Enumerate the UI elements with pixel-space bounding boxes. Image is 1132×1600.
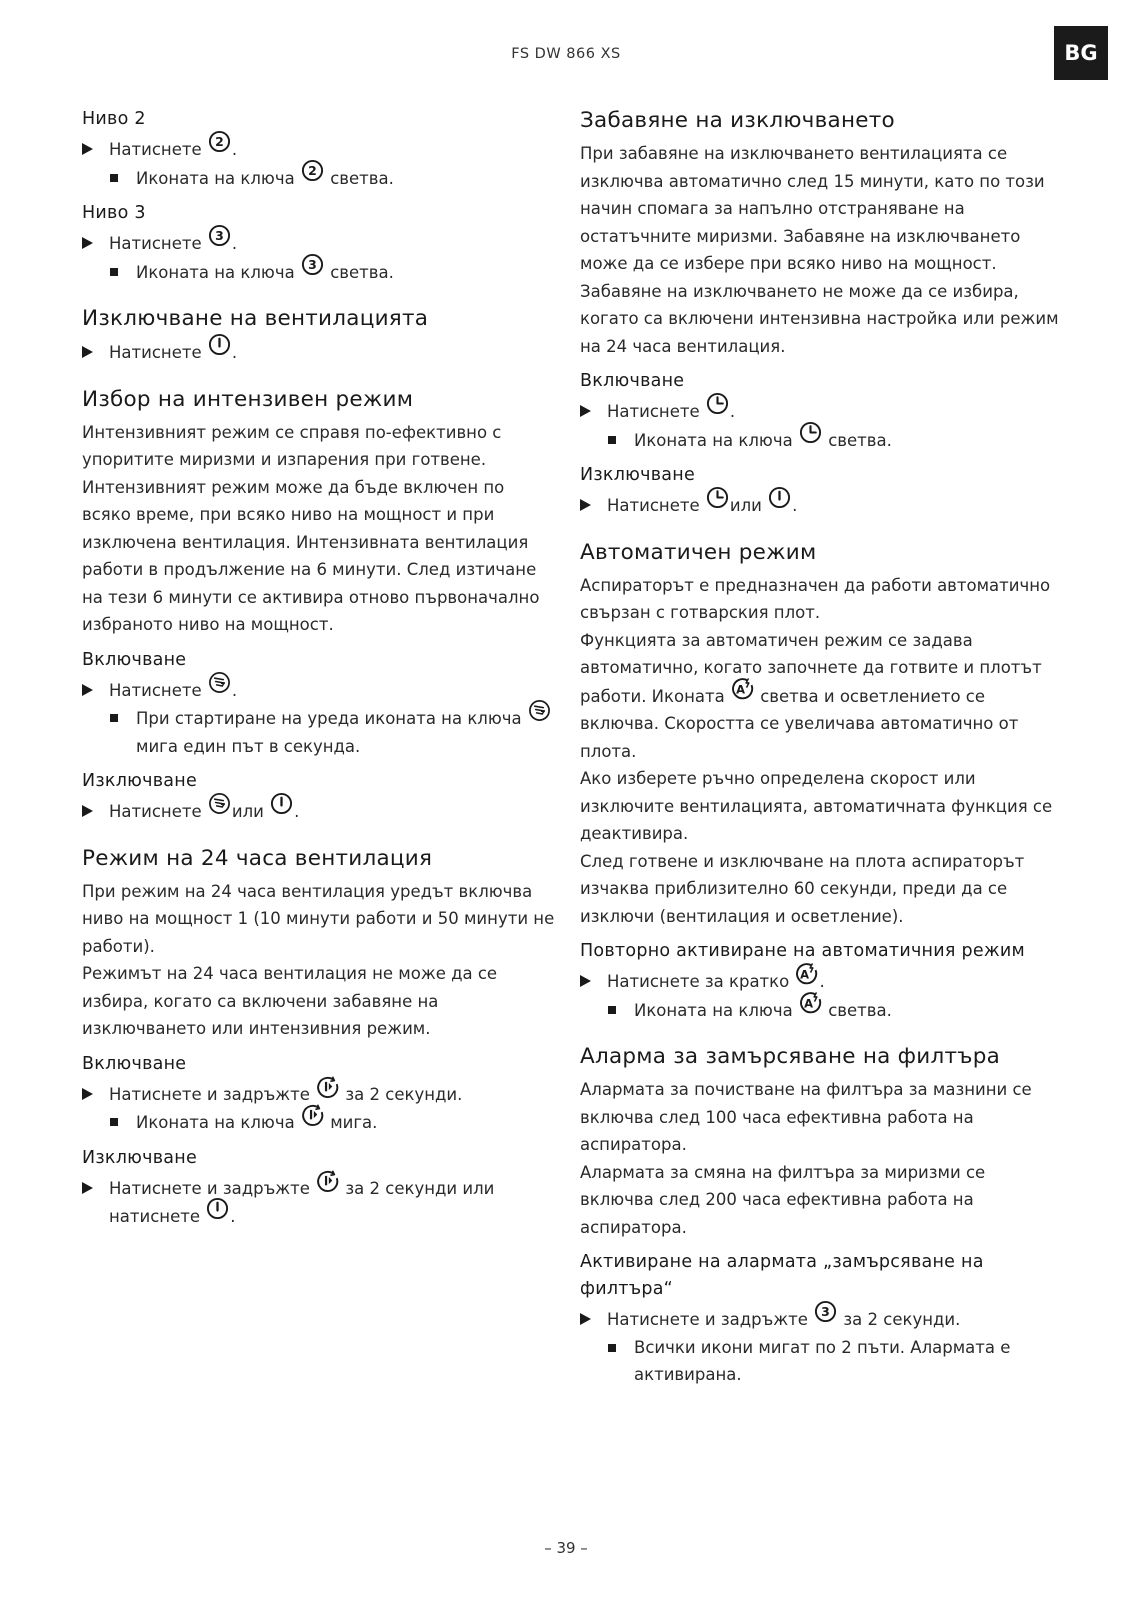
auto-reactivate-heading: Повторно активиране на автоматичния режим — [580, 941, 1025, 961]
step-24h-press-hold: Натиснете и задръжте за 2 секунди. — [82, 1080, 558, 1109]
24h-mode-body-2: Режимът на 24 часа вентилация не може да се избира, когато са включени забавяне на изключването или интензивния режим. — [82, 964, 498, 1038]
delay-off-heading: Изключване — [580, 465, 695, 485]
filter-alarm-heading: Аларма за замърсяване на филтъра — [580, 1044, 1001, 1069]
power-off-icon — [208, 333, 231, 356]
vent-off-heading: Изключване на вентилацията — [82, 306, 429, 331]
auto-mode-heading: Автоматичен режим — [580, 539, 817, 565]
delay-body: При забавяне на изключването вентилацията се изключва автоматично след 15 минути, като по този начин спомага за напълно отстраняване на остатъчните миризми. Забавяне на изключването може да се избере при всяко ниво на мощност. Забавяне на изключването не може да се избира, когато са включени интензивна настройка или режим на 24 часа вентилация. — [580, 144, 1059, 356]
delay-heading: Забавяне на изключването — [580, 108, 895, 133]
language-badge: BG — [1054, 26, 1108, 80]
filter-alarm-body-1: Алармата за почистване на филтъра за мазнини се включва след 100 часа ефективна работа на аспиратора. — [580, 1080, 1032, 1154]
auto-mode-icon — [799, 991, 822, 1014]
auto-mode-body-1: Аспираторът е предназначен да работи автоматично свързан с готварския плот. — [580, 575, 1051, 622]
level-3-icon — [208, 224, 231, 247]
intensive-mode-icon — [208, 792, 231, 815]
delay-on-heading: Включване — [580, 371, 685, 391]
step-press-auto: Натиснете за кратко . — [580, 967, 1060, 996]
power-off-icon — [206, 1197, 229, 1220]
result-24h-blinks: Иконата на ключа мига. — [82, 1108, 558, 1137]
level-3-heading: Ниво 3 — [82, 203, 146, 223]
level-3-icon — [301, 253, 324, 276]
auto-mode-body-2: Функцията за автоматичен режим се задава автоматично, когато започнете да готвите и плотът работи. Иконата светва и осветлението се включва. Скоростта се увеличава автоматично от плота. — [580, 630, 1042, 761]
filter-activate-heading: Активиране на алармата „замърсяване на филтъра“ — [580, 1252, 984, 1299]
delay-timer-icon — [706, 392, 729, 415]
step-press-level-2: Натиснете . — [82, 135, 558, 164]
step-timer-off: Натиснете или . — [580, 491, 1060, 520]
24h-ventilation-icon — [316, 1075, 339, 1098]
auto-mode-icon — [795, 962, 818, 985]
step-press-power-off: Натиснете . — [82, 338, 558, 367]
filter-alarm-body-2: Алармата за смяна на филтъра за миризми се включва след 200 часа ефективна работа на аспиратора. — [580, 1162, 986, 1237]
delay-timer-icon — [706, 486, 729, 509]
step-filter-press-hold: Натиснете и задръжте за 2 секунди. — [580, 1305, 1060, 1334]
delay-timer-icon — [799, 421, 822, 444]
auto-mode-body-3: Ако изберете ръчно определена скорост или изключите вентилацията, автоматичната функция се деактивира. — [580, 769, 1053, 843]
intensive-mode-body: Интензивният режим се справя по-ефективно с упоритите миризми и изпарения при готвене. Интензивният режим може да бъде включен по всяко време, при всяко ниво на мощност и при изключена вентилация. Интензивната вентилация работи в продължение на 6 минути. След изтичане на тези 6 минути се активира отново първоначално избраното ниво на мощност. — [82, 422, 540, 634]
step-press-level-3: Натиснете . — [82, 229, 558, 258]
intensive-off-heading: Изключване — [82, 771, 197, 791]
right-column — [580, 106, 1060, 1389]
intensive-on-heading: Включване — [82, 649, 187, 670]
24h-mode-heading: Режим на 24 часа вентилация — [82, 845, 433, 871]
step-intensive-off: Натиснете или . — [82, 797, 558, 826]
step-24h-off: Натиснете и задръжте за 2 секунди или натиснете . — [82, 1174, 558, 1231]
intensive-mode-heading: Избор на интензивен режим — [82, 386, 414, 412]
power-off-icon — [768, 486, 791, 509]
level-2-icon — [301, 159, 324, 182]
auto-mode-icon — [731, 677, 754, 700]
page-number: – 39 – — [544, 1539, 588, 1557]
result-level-3-lights: Иконата на ключа светва. — [82, 258, 558, 287]
level-2-icon — [208, 130, 231, 153]
step-press-timer: Натиснете . — [580, 397, 1060, 426]
24h-mode-body-1: При режим на 24 часа вентилация уредът включва ниво на мощност 1 (10 минути работи и 50 минути не работи). — [82, 881, 555, 956]
step-press-intensive: Натиснете . — [82, 676, 558, 705]
intensive-mode-icon — [208, 671, 231, 694]
level-2-heading: Ниво 2 — [82, 109, 146, 129]
auto-mode-body-4: След готвене и изключване на плота аспираторът изчаква приблизително 60 секунди, преди да се изключи (вентилация и осветление). — [580, 851, 1025, 926]
result-intensive-blinks: При стартиране на уреда иконата на ключа мига един път в секунда. — [82, 704, 558, 760]
page-header-model: FS DW 866 XS — [511, 46, 621, 62]
result-level-2-lights: Иконата на ключа светва. — [82, 164, 558, 193]
result-auto-lights: Иконата на ключа светва. — [580, 996, 1060, 1025]
24h-ventilation-icon — [301, 1103, 324, 1126]
power-off-icon — [270, 792, 293, 815]
result-filter-blinks: Всички икони мигат по 2 пъти. Алармата е активирана. — [580, 1334, 1060, 1389]
24h-ventilation-icon — [316, 1169, 339, 1192]
left-column — [82, 106, 558, 1231]
intensive-mode-icon — [528, 699, 551, 722]
result-timer-lights: Иконата на ключа светва. — [580, 426, 1060, 455]
24h-on-heading: Включване — [82, 1053, 187, 1074]
level-3-icon — [814, 1300, 837, 1323]
24h-off-heading: Изключване — [82, 1147, 197, 1168]
